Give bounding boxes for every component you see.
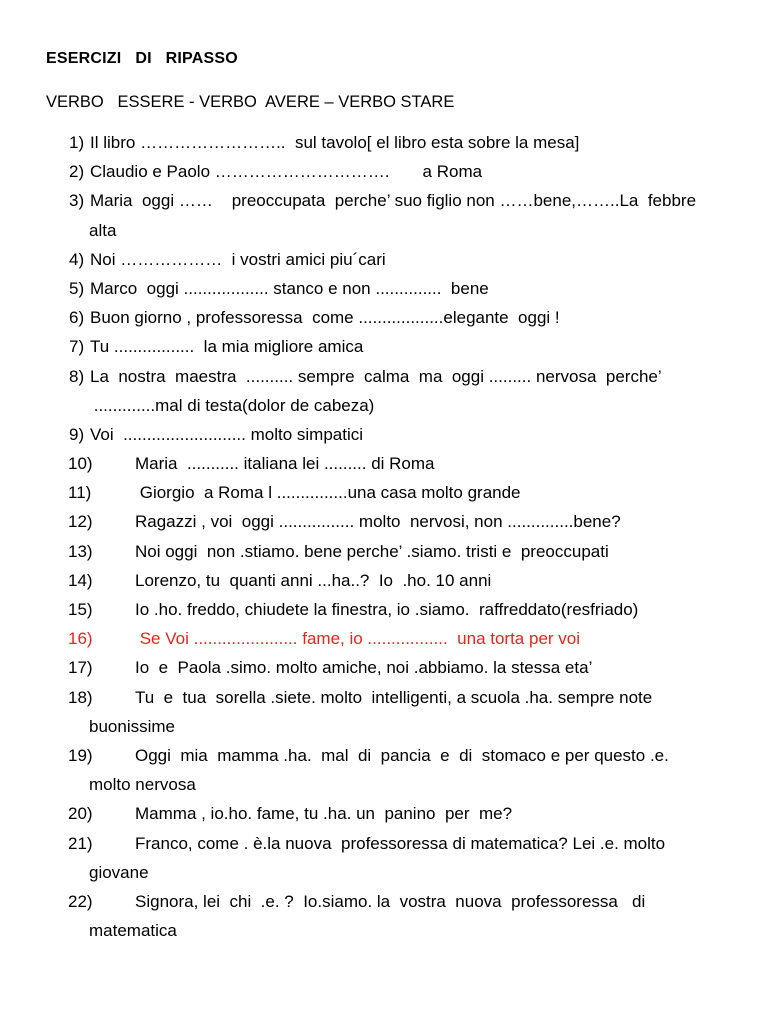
- exercise-item: [0, 799, 768, 828]
- exercise-number: 10): [68, 454, 93, 474]
- exercise-text-continuation: molto nervosa: [89, 775, 196, 795]
- exercise-item: [0, 829, 768, 887]
- exercise-item: [0, 887, 768, 945]
- exercise-text: Voi .......................... molto simpatici: [90, 424, 364, 444]
- exercise-item: [0, 507, 768, 536]
- exercise-list: [0, 128, 768, 945]
- exercise-text: Oggi mia mamma .ha. mal di pancia e di stomaco e per questo .e.: [135, 745, 669, 765]
- exercise-item: [0, 449, 768, 478]
- exercise-text: Giorgio a Roma l ...............una casa molto grande: [135, 483, 521, 503]
- exercise-item: [0, 186, 768, 244]
- exercise-item: [0, 653, 768, 682]
- exercise-text: Il libro …………………….. sul tavolo[ el libro esta sobre la mesa]: [90, 133, 580, 152]
- exercise-number: 12): [68, 512, 93, 532]
- exercise-text-continuation: matematica: [89, 921, 177, 941]
- exercise-item: [0, 362, 768, 420]
- exercise-number: 5): [69, 278, 85, 298]
- exercise-number: 7): [69, 337, 85, 357]
- exercise-number: 14): [68, 570, 93, 590]
- exercise-text: Tu ................. la mia migliore amica: [90, 337, 364, 357]
- exercise-text: Ragazzi , voi oggi ................ molto nervosi, non ..............bene?: [135, 512, 621, 532]
- exercise-item: [0, 420, 768, 449]
- exercise-item: [0, 128, 768, 157]
- exercise-number: 13): [68, 541, 93, 561]
- exercise-number: 17): [68, 658, 93, 678]
- exercise-number: 22): [68, 891, 93, 911]
- exercise-text: Mamma , io.ho. fame, tu .ha. un panino per me?: [135, 804, 513, 824]
- exercise-number: 16): [68, 629, 93, 649]
- exercise-number: 1): [69, 133, 85, 152]
- exercise-item: [0, 537, 768, 566]
- exercise-item: [0, 741, 768, 799]
- exercise-number: 6): [69, 308, 85, 328]
- exercise-item: [0, 245, 768, 274]
- exercise-number: 4): [69, 249, 85, 269]
- exercise-text: Lorenzo, tu quanti anni ...ha..? Io .ho. 10 anni: [135, 570, 492, 590]
- exercise-item: [0, 274, 768, 303]
- exercise-text: Maria ........... italiana lei ......... di Roma: [135, 454, 435, 474]
- page-title: ESERCIZI DI RIPASSO: [46, 50, 238, 67]
- exercise-text: Tu e tua sorella .siete. molto intelligenti, a scuola .ha. sempre note: [135, 687, 653, 707]
- exercise-text-continuation: .............mal di testa(dolor de cabeza): [89, 395, 375, 415]
- exercise-text: Maria oggi …… preoccupata perche’ suo figlio non ……bene,……..La febbre: [90, 191, 697, 211]
- exercise-item: [0, 683, 768, 741]
- exercise-number: 9): [69, 424, 85, 444]
- exercise-text: Claudio e Paolo …………………………. a Roma: [90, 162, 483, 182]
- exercise-number: 3): [69, 191, 85, 211]
- exercise-text: Buon giorno , professoressa come ..................elegante oggi !: [90, 308, 560, 328]
- exercise-number: 21): [68, 833, 93, 853]
- exercise-number: 20): [68, 804, 93, 824]
- exercise-text: Se Voi ...................... fame, io ................. una torta per voi: [135, 629, 581, 649]
- exercise-text: Io .ho. freddo, chiudete la finestra, io .siamo. raffreddato(resfriado): [135, 600, 639, 620]
- exercise-item: [0, 303, 768, 332]
- exercise-item: [0, 624, 768, 653]
- exercise-text-continuation: alta: [89, 220, 117, 240]
- exercise-number: 2): [69, 162, 85, 182]
- exercise-number: 8): [69, 366, 85, 386]
- exercise-number: 15): [68, 600, 93, 620]
- exercise-text: Franco, come . è.la nuova professoressa di matematica? Lei .e. molto: [135, 833, 666, 853]
- exercise-text: Signora, lei chi .e. ? Io.siamo. la vostra nuova professoressa di: [135, 891, 646, 911]
- exercise-text: Io e Paola .simo. molto amiche, noi .abbiamo. la stessa eta’: [135, 658, 593, 678]
- exercise-item: [0, 595, 768, 624]
- page-subtitle: VERBO ESSERE - VERBO AVERE – VERBO STARE: [46, 93, 455, 111]
- exercise-item: [0, 157, 768, 186]
- exercise-number: 18): [68, 687, 93, 707]
- exercise-text: Noi ……………… i vostri amici piu´cari: [90, 249, 386, 269]
- exercise-item: [0, 566, 768, 595]
- exercise-item: [0, 332, 768, 361]
- exercise-text: Marco oggi .................. stanco e non .............. bene: [90, 278, 489, 298]
- exercise-text: Noi oggi non .stiamo. bene perche’ .siamo. tristi e preoccupati: [135, 541, 609, 561]
- exercise-item: [0, 478, 768, 507]
- exercise-number: 11): [68, 483, 92, 503]
- exercise-number: 19): [68, 745, 93, 765]
- exercise-text: La nostra maestra .......... sempre calma ma oggi ......... nervosa perche’: [90, 366, 662, 386]
- exercise-text-continuation: buonissime: [89, 716, 175, 736]
- exercise-text-continuation: giovane: [89, 862, 149, 882]
